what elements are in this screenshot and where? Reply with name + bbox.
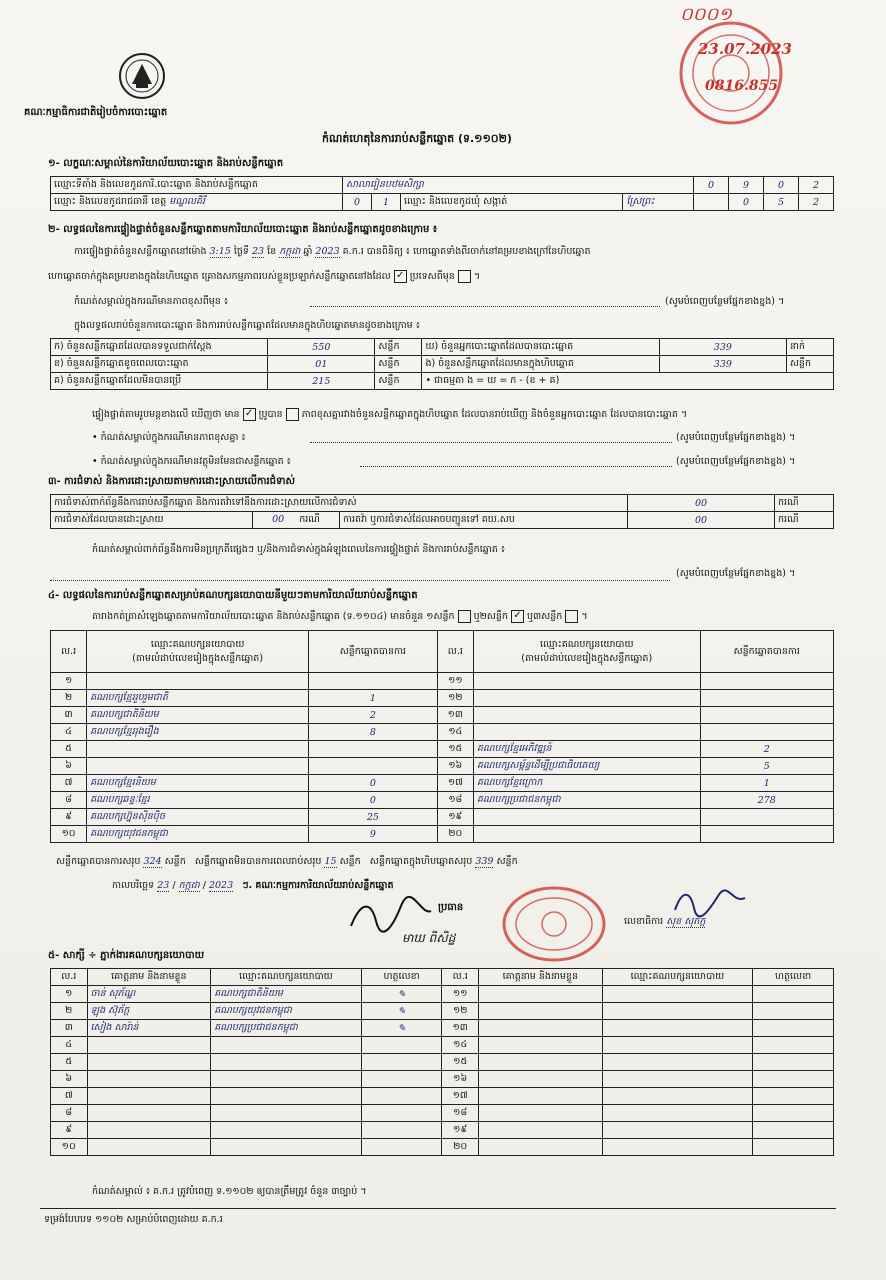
witness-party (602, 1122, 752, 1139)
objection-label: ការជំទាស់ពាក់ព័ន្ធនឹងការរាប់សន្លឹកឆ្នោត និងការតវ៉ាទៅនឹងការដោះស្រាយលើការជំទាស់ (51, 495, 628, 512)
total-invalid: 15 (324, 856, 337, 867)
col-party: ឈ្មោះគណបក្សនយោបាយ (តាមលំដាប់លេខរៀងក្នុងសន្លឹកឆ្នោត) (87, 631, 309, 673)
verify-line-2: ហោឆ្នោតចាក់ក្នុងគម្របខាងក្នុងនៃហិបឆ្នោត គ្រោងសកម្មភាពរបស់ខ្លួនប្រឡាក់សន្លឹកឆ្នោតនៅងដែល ✓ ប្រទេសពីមុន ។ (48, 270, 481, 282)
witness-table (50, 968, 834, 1156)
section4-title: ៤- លទ្ធផលនៃការរាប់សន្លឹកឆ្នោតសម្រាប់គណបក្សនយោបាយនីមួយៗតាមការិយាល័យរាប់សន្លឹកឆ្នោត (48, 590, 418, 601)
witness-row (51, 1122, 834, 1139)
votes-row (51, 690, 834, 707)
vote-party (473, 724, 700, 741)
witness-no: ៨ (51, 1105, 88, 1122)
witness-signature (361, 1054, 442, 1071)
vote-count: 0 (309, 792, 438, 809)
witness-no: ២០ (442, 1139, 479, 1156)
commune-label: ឈ្មោះ និងលេខកូដឃុំ សង្កាត់ (401, 194, 623, 211)
vote-count: 9 (309, 826, 438, 843)
province-value: មណ្ឌលគិរី (169, 196, 206, 207)
witness-party (211, 1105, 361, 1122)
vote-party: គណបក្សជាតិនិយម (87, 707, 309, 724)
vote-count: 2 (700, 741, 833, 758)
vote-party (473, 809, 700, 826)
location-table (50, 176, 834, 211)
votes-row (51, 775, 834, 792)
objection-note: កំណត់សម្គាល់ពាក់ព័ន្ធនឹងការមិនប្រក្រតីផ្សេងៗ ឬ/និងការជំទាស់ក្នុងអំឡុងពេលនៃការផ្ទៀងផ្ទាត់ និងការរាប់សន្លឹកឆ្នោត ៖ (92, 544, 505, 555)
count-e-label: ង) ចំនួនសន្លឹកឆ្នោតដែលមានក្នុងហិបឆ្នោត (422, 356, 659, 373)
vote-no: ៦ (51, 758, 87, 775)
vote-count: 8 (309, 724, 438, 741)
w-col-party-2: ឈ្មោះគណបក្សនយោបាយ (602, 969, 752, 986)
verify-year: 2023 (315, 246, 340, 257)
footnote: កំណត់សម្គាល់ ៖ គ.ក.រ ត្រូវបំពេញ ទ.១១០២ ឲ្យបានត្រឹមត្រូវ ចំនួន ៣ច្បាប់ ។ (92, 1186, 367, 1197)
forwarded-unit: ករណី (775, 512, 834, 529)
resolved-value: 00 ករណី (253, 512, 340, 529)
witness-name (87, 1088, 211, 1105)
tally-1-checkbox[interactable] (458, 610, 471, 623)
vote-party (87, 673, 309, 690)
votes-table (50, 630, 834, 843)
section2-title: ២- លទ្ធផលនៃការផ្ទៀងផ្ទាត់ចំនួនសន្លឹកឆ្នោតតាមការិយាល័យបោះឆ្នោត និងរាប់សន្លឹកឆ្នោតដូចខាងក្រោម ៖ (48, 224, 438, 235)
witness-name (479, 1037, 603, 1054)
vote-party (473, 673, 700, 690)
witness-signature (753, 1088, 834, 1105)
vote-count: 0 (309, 775, 438, 792)
vote-count (700, 707, 833, 724)
chair-label: ប្រធាន (438, 902, 464, 913)
witness-name (87, 1054, 211, 1071)
count-d-label: ឃ) ចំនួនអ្នកបោះឆ្នោតដែលបានបោះឆ្នោត (422, 339, 659, 356)
seal-alt-checkbox[interactable] (458, 270, 471, 283)
form-note: ទម្រង់បែបបទ ១១០២ សម្រាប់បំពេញដោយ គ.ក.រ (44, 1214, 223, 1225)
vote-party (473, 707, 700, 724)
verify-time: 3:15 (209, 246, 231, 257)
formula: • ជាធម្មតា ង = ឃ = ក - (ខ + គ) (422, 373, 834, 390)
witness-party (602, 1071, 752, 1088)
count-a-label: ក) ចំនួនសន្លឹកឆ្នោតដែលបានទទួលជាក់ស្តែង (51, 339, 268, 356)
count-e-unit: សន្លឹក (786, 356, 833, 373)
stamp-number: ០០០១ (680, 4, 732, 25)
check-yes-checkbox[interactable]: ✓ (243, 408, 256, 421)
vote-count (700, 724, 833, 741)
vote-no: ១ (51, 673, 87, 690)
tally-3-checkbox[interactable] (565, 610, 578, 623)
witness-party (602, 986, 752, 1003)
witness-name (479, 986, 603, 1003)
vote-count: 5 (700, 758, 833, 775)
province-code-2: 1 (372, 194, 401, 211)
vote-count: 2 (309, 707, 438, 724)
committee-stamp-icon (500, 884, 608, 964)
witness-signature (361, 1122, 442, 1139)
nec-emblem-icon (118, 52, 166, 100)
col-no-2: ល.រ (437, 631, 473, 673)
secretary-signature-icon (670, 888, 750, 918)
votes-row (51, 707, 834, 724)
w-col-sign-2: ហត្ថលេខា (753, 969, 834, 986)
witness-row (51, 1003, 834, 1020)
bullet1: • កំណត់សម្គាល់ក្នុងករណីមានភាពខុសគ្នា ៖ (92, 432, 246, 443)
witness-party (211, 1088, 361, 1105)
witness-row (51, 1139, 834, 1156)
witness-signature (361, 1105, 442, 1122)
witness-party (211, 1037, 361, 1054)
sign-year: 2023 (208, 880, 234, 891)
witness-no: ៩ (51, 1122, 88, 1139)
witness-no: ១១ (442, 986, 479, 1003)
bullet1-fill: (សូមបំពេញបន្ថែមផ្នែកខាងខ្នង) ។ (676, 432, 796, 443)
commune-code-1: 0 (729, 194, 764, 211)
witness-no: ៤ (51, 1037, 88, 1054)
province-label: ឈ្មោះ និងលេខកូដរាជធានី ខេត្ត មណ្ឌលគិរី (51, 194, 343, 211)
count-b-unit: សន្លឹក (375, 356, 422, 373)
vote-no: ២០ (437, 826, 473, 843)
bullet2: • កំណត់សម្គាល់ក្នុងករណីមានវត្ថុមិនមែនជាសន្លឹកឆ្នោត ៖ (92, 456, 291, 467)
count-table (50, 338, 834, 390)
witness-no: ១០ (51, 1139, 88, 1156)
witness-party (602, 1003, 752, 1020)
witness-signature: ✎ (361, 1003, 442, 1020)
count-a-value: 550 (268, 339, 375, 356)
total-valid: 324 (143, 856, 162, 867)
vote-count (309, 758, 438, 775)
witness-signature: ✎ (361, 1020, 442, 1037)
witness-party: គណបក្សជាតិនិយម (211, 986, 361, 1003)
objection-note-fill: (សូមបំពេញបន្ថែមផ្នែកខាងខ្នង) ។ (676, 568, 796, 579)
witness-signature (361, 1037, 442, 1054)
witness-no: ៦ (51, 1071, 88, 1088)
section1-title: ១- លក្ខណៈសម្គាល់នៃការិយាល័យបោះឆ្នោត និងរាប់សន្លឹកឆ្នោត (48, 158, 284, 169)
witness-signature (753, 1122, 834, 1139)
witness-party (211, 1139, 361, 1156)
vote-count: 25 (309, 809, 438, 826)
totals-line: សន្លឹកឆ្នោតបានការសរុប 324 សន្លឹក សន្លឹកឆ្នោតមិនបានការពេលរាប់សរុប 15 សន្លឹក សន្លឹកឆ្នោតក្នុងហិបឆ្នោតសរុប 339 សន្លឹក (56, 856, 518, 867)
witness-name: សៀង សារ៉ាន់ (87, 1020, 211, 1037)
witness-party: គណបក្សប្រជាជនកម្ពុជា (211, 1020, 361, 1037)
count-c-value: 215 (268, 373, 375, 390)
check-no-checkbox[interactable] (286, 408, 299, 421)
witness-signature (753, 1054, 834, 1071)
vote-party: គណបក្សឆន្ទៈខ្មែរ (87, 792, 309, 809)
witness-name (479, 1071, 603, 1088)
witness-no: ១៩ (442, 1122, 479, 1139)
col-votes: សន្លឹកឆ្នោតបានការ (309, 631, 438, 673)
objection-unit: ករណី (775, 495, 834, 512)
place-code-3: 0 (764, 177, 799, 194)
count-c-label: គ) ចំនួនសន្លឹកឆ្នោតដែលមិនបានប្រើ (51, 373, 268, 390)
commune-code-3: 2 (799, 194, 834, 211)
witness-party (602, 1037, 752, 1054)
witness-name (87, 1071, 211, 1088)
vote-no: ៤ (51, 724, 87, 741)
forwarded-value: 00 (628, 512, 775, 529)
witness-no: ១៨ (442, 1105, 479, 1122)
witness-no: ១ (51, 986, 88, 1003)
witness-party (211, 1054, 361, 1071)
count-b-label: ខ) ចំនួនសន្លឹកឆ្នោតខូចពេលបោះឆ្នោត (51, 356, 268, 373)
witness-signature (361, 1088, 442, 1105)
province-code-1: 0 (343, 194, 372, 211)
vote-party (87, 758, 309, 775)
witness-no: ២ (51, 1003, 88, 1020)
secretary-line: លេខាធិការ សុខ សុភ័ក្ត (624, 916, 706, 927)
witness-name (479, 1088, 603, 1105)
count-e-value: 339 (659, 356, 786, 373)
vote-party: គណបក្សហ្វ៊ុនស៊ិនប៉ិច (87, 809, 309, 826)
vote-party: គណបក្សខ្មែររុងរឿង (87, 724, 309, 741)
witness-name (479, 1105, 603, 1122)
vote-no: ១២ (437, 690, 473, 707)
vote-no: ១៦ (437, 758, 473, 775)
witness-name (479, 1003, 603, 1020)
witness-signature: ✎ (361, 986, 442, 1003)
objection-value: 00 (628, 495, 775, 512)
vote-no: ២ (51, 690, 87, 707)
witness-row (51, 1054, 834, 1071)
witness-row (51, 986, 834, 1003)
witness-signature (753, 1003, 834, 1020)
witness-party (602, 1105, 752, 1122)
votes-row (51, 741, 834, 758)
witness-name (87, 1105, 211, 1122)
witness-no: ៥ (51, 1054, 88, 1071)
vote-count (309, 673, 438, 690)
witness-signature (753, 1105, 834, 1122)
vote-party: គណបក្សខ្មែរអភិវឌ្ឍន៍ (473, 741, 700, 758)
stamp-code: 0816.855 (705, 78, 779, 94)
section5-title: ៥- សាក្សី ÷ ភ្នាក់ងារគណបក្សនយោបាយ (48, 950, 205, 961)
w-col-no-2: ល.រ (442, 969, 479, 986)
witness-no: ១២ (442, 1003, 479, 1020)
sign-date: កាលបរិច្ឆេទ 23 / កក្កដា / 2023 ៗ. គណៈកម្មការការិយាល័យរាប់សន្លឹកឆ្នោត (112, 880, 394, 891)
witness-row (51, 1071, 834, 1088)
tally-2-checkbox[interactable]: ✓ (511, 610, 524, 623)
resolved-label: ការជំទាស់ដែលបានដោះស្រាយ (51, 512, 253, 529)
w-col-name-2: គោត្តនាម និងនាមខ្លួន (479, 969, 603, 986)
vote-no: ១៤ (437, 724, 473, 741)
count-b-value: 01 (268, 356, 375, 373)
form-title: កំណត់ហេតុនៃការរាប់សន្លឹកឆ្នោត (ទ.១១០២) (322, 132, 512, 145)
witness-signature (753, 1139, 834, 1156)
vote-count: 1 (700, 775, 833, 792)
witness-party (602, 1020, 752, 1037)
witness-name (87, 1122, 211, 1139)
vote-party: គណបក្សខ្មែរនិយម (87, 775, 309, 792)
witness-name (87, 1037, 211, 1054)
results-intro: ក្នុងលទ្ធផលរាប់ចំនួនការបោះឆ្នោត និងការរាប់សន្លឹកឆ្នោតដែលមានក្នុងហិបឆ្នោតមានដូចខាងក្រោម ៖ (74, 320, 420, 331)
vote-no: ១៥ (437, 741, 473, 758)
witness-no: ១៦ (442, 1071, 479, 1088)
vote-no: ១៨ (437, 792, 473, 809)
witness-party (211, 1071, 361, 1088)
col-no: ល.រ (51, 631, 87, 673)
check-line: ផ្ទៀងផ្ទាត់តាមរូបមន្តខាងលើ ឃើញថា មាន ✓ ប្រូបាន ភាពខុសគ្នារវាងចំនួនសន្លឹកឆ្នោតក្នុងហិបឆ្នោត ដែលបានរាប់ឃើញ និងចំនួនអ្នកបោះឆ្នោត ដែលបានបោះឆ្នោត ។ (92, 408, 688, 420)
witness-no: ១៥ (442, 1054, 479, 1071)
section3-title: ៣- ការជំទាស់ និងការដោះស្រាយតាមការដោះស្រាយលើការជំទាស់ (48, 476, 296, 487)
vote-party (473, 690, 700, 707)
count-c-unit: សន្លឹក (375, 373, 422, 390)
commune-code-2: 5 (764, 194, 799, 211)
place-code-1: 0 (694, 177, 729, 194)
witness-name (87, 1139, 211, 1156)
vote-count (309, 741, 438, 758)
witness-signature (753, 986, 834, 1003)
vote-count: 1 (309, 690, 438, 707)
col-party-2: ឈ្មោះគណបក្សនយោបាយ (តាមលំដាប់លេខរៀងក្នុងសន្លឹកឆ្នោត) (473, 631, 700, 673)
witness-name: ចាន់ សុភ័ណ្ឌ (87, 986, 211, 1003)
verify-day: 23 (252, 246, 265, 257)
vote-count (700, 690, 833, 707)
vote-party: គណបក្សខ្មែរក្រោក (473, 775, 700, 792)
chair-signature-icon (346, 896, 436, 936)
tally-intro: តារាងកត់ត្រាសំឡេងឆ្នោតតាមការិយាល័យបោះឆ្នោត និងរាប់សន្លឹកឆ្នោត (ទ.១១០៤) មានចំនួន ១សន្លឹក ឬ២សន្លឹក ✓ ឬ៣សន្លឹក ។ (92, 610, 588, 622)
count-a-unit: សន្លឹក (375, 339, 422, 356)
vote-no: ៧ (51, 775, 87, 792)
votes-row (51, 792, 834, 809)
vote-party: គណបក្សប្រជាជនកម្ពុជា (473, 792, 700, 809)
witness-no: ១៤ (442, 1037, 479, 1054)
vote-no: ៨ (51, 792, 87, 809)
official-stamp-icon (676, 18, 786, 128)
count-d-unit: នាក់ (786, 339, 833, 356)
verify-line: ការផ្ទៀងផ្ទាត់ចំនួនសន្លឹកឆ្នោតនៅម៉ោង 3:15 ថ្ងៃទី 23 ខែ កក្កដា ឆ្នាំ 2023 គ.ក.រ បានពិនិត្យ ៖ ហោឆ្នោតទាំងពីរចាក់នៅគម្របខាងក្រៅនៃហិបឆ្នោត (74, 246, 591, 257)
bullet2-line (360, 466, 672, 467)
witness-no: ១៣ (442, 1020, 479, 1037)
witness-party (602, 1139, 752, 1156)
witness-no: ៣ (51, 1020, 88, 1037)
sign-day: 23 (157, 880, 170, 891)
witness-row (51, 1105, 834, 1122)
verify-month: កក្កដា (279, 246, 301, 257)
witness-row (51, 1020, 834, 1037)
vote-count (700, 809, 833, 826)
w-col-party: ឈ្មោះគណបក្សនយោបាយ (211, 969, 361, 986)
vote-party: គណបក្សសម្ព័ន្ធដើម្បីប្រជាធិបតេយ្យ (473, 758, 700, 775)
witness-name (479, 1139, 603, 1156)
vote-no: ១៧ (437, 775, 473, 792)
note1: កំណត់សម្គាល់ក្នុងករណីមានភាពខុសពីមុន ៖ (74, 296, 229, 307)
bullet2-fill: (សូមបំពេញបន្ថែមផ្នែកខាងខ្នង) ។ (676, 456, 796, 467)
witness-row (51, 1037, 834, 1054)
witness-name (479, 1020, 603, 1037)
vote-no: ៣ (51, 707, 87, 724)
objection-note-line (50, 580, 670, 581)
vote-no: ១០ (51, 826, 87, 843)
witness-name (479, 1054, 603, 1071)
forwarded-label: ការតវ៉ា ឬការជំទាស់ដែលអាចបញ្ជូនទៅ គឃ.សប (340, 512, 628, 529)
witness-signature (753, 1020, 834, 1037)
vote-count: 278 (700, 792, 833, 809)
vote-no: ៩ (51, 809, 87, 826)
votes-row (51, 758, 834, 775)
place-code-4: 2 (799, 177, 834, 194)
witness-no: ១៧ (442, 1088, 479, 1105)
note1-line (310, 306, 660, 307)
footer-divider (40, 1208, 836, 1209)
vote-count (700, 826, 833, 843)
col-votes-2: សន្លឹកឆ្នោតបានការ (700, 631, 833, 673)
vote-party (473, 826, 700, 843)
stamp-date: 23.07.2023 (698, 40, 792, 58)
witness-party (602, 1088, 752, 1105)
witness-party (211, 1122, 361, 1139)
bullet1-line (310, 442, 672, 443)
vote-party: គណបក្សខ្មែររួបរួមជាតិ (87, 690, 309, 707)
total-box: 339 (475, 856, 494, 867)
witness-party (602, 1054, 752, 1071)
commune-value: ស្រែព្រះ (623, 194, 694, 211)
votes-row (51, 826, 834, 843)
vote-no: ១៣ (437, 707, 473, 724)
w-col-sign: ហត្ថលេខា (361, 969, 442, 986)
witness-name: ឡុង ស៊ុភ័ក្ត (87, 1003, 211, 1020)
vote-no: ៥ (51, 741, 87, 758)
chair-name: មាឃ ពិសិដ្ឋ (402, 931, 456, 945)
objection-table (50, 494, 834, 529)
place-code-2: 9 (729, 177, 764, 194)
votes-row (51, 724, 834, 741)
witness-signature (753, 1071, 834, 1088)
witness-party: គណបក្សយុវជនកម្ពុជា (211, 1003, 361, 1020)
vote-count (700, 673, 833, 690)
vote-party: គណបក្សយុវជនកម្ពុជា (87, 826, 309, 843)
witness-signature (753, 1037, 834, 1054)
w-col-no: ល.រ (51, 969, 88, 986)
vote-no: ១៩ (437, 809, 473, 826)
witness-no: ៧ (51, 1088, 88, 1105)
sign-month: កក្កដា (178, 880, 200, 891)
witness-row (51, 1088, 834, 1105)
witness-name (479, 1122, 603, 1139)
note1-fill: (សូមបំពេញបន្ថែមផ្នែកខាងខ្នង) ។ (665, 296, 785, 307)
secretary-name: សុខ សុភ័ក្ត (666, 916, 706, 927)
count-d-value: 339 (659, 339, 786, 356)
witness-signature (361, 1139, 442, 1156)
place-label: ឈ្មោះទីតាំង និងលេខកូដការិ.បោះឆ្នោត និងរាប់សន្លឹកឆ្នោត (51, 177, 343, 194)
w-col-name: គោត្តនាម និងនាមខ្លួន (87, 969, 211, 986)
place-value: សាលារៀនបឋមសិក្សា (343, 177, 694, 194)
seal-ok-checkbox[interactable]: ✓ (394, 270, 407, 283)
votes-row (51, 809, 834, 826)
vote-no: ១១ (437, 673, 473, 690)
org-name: គណៈកម្មាធិការជាតិរៀបចំការបោះឆ្នោត (24, 107, 168, 118)
vote-party (87, 741, 309, 758)
votes-row (51, 673, 834, 690)
witness-signature (361, 1071, 442, 1088)
